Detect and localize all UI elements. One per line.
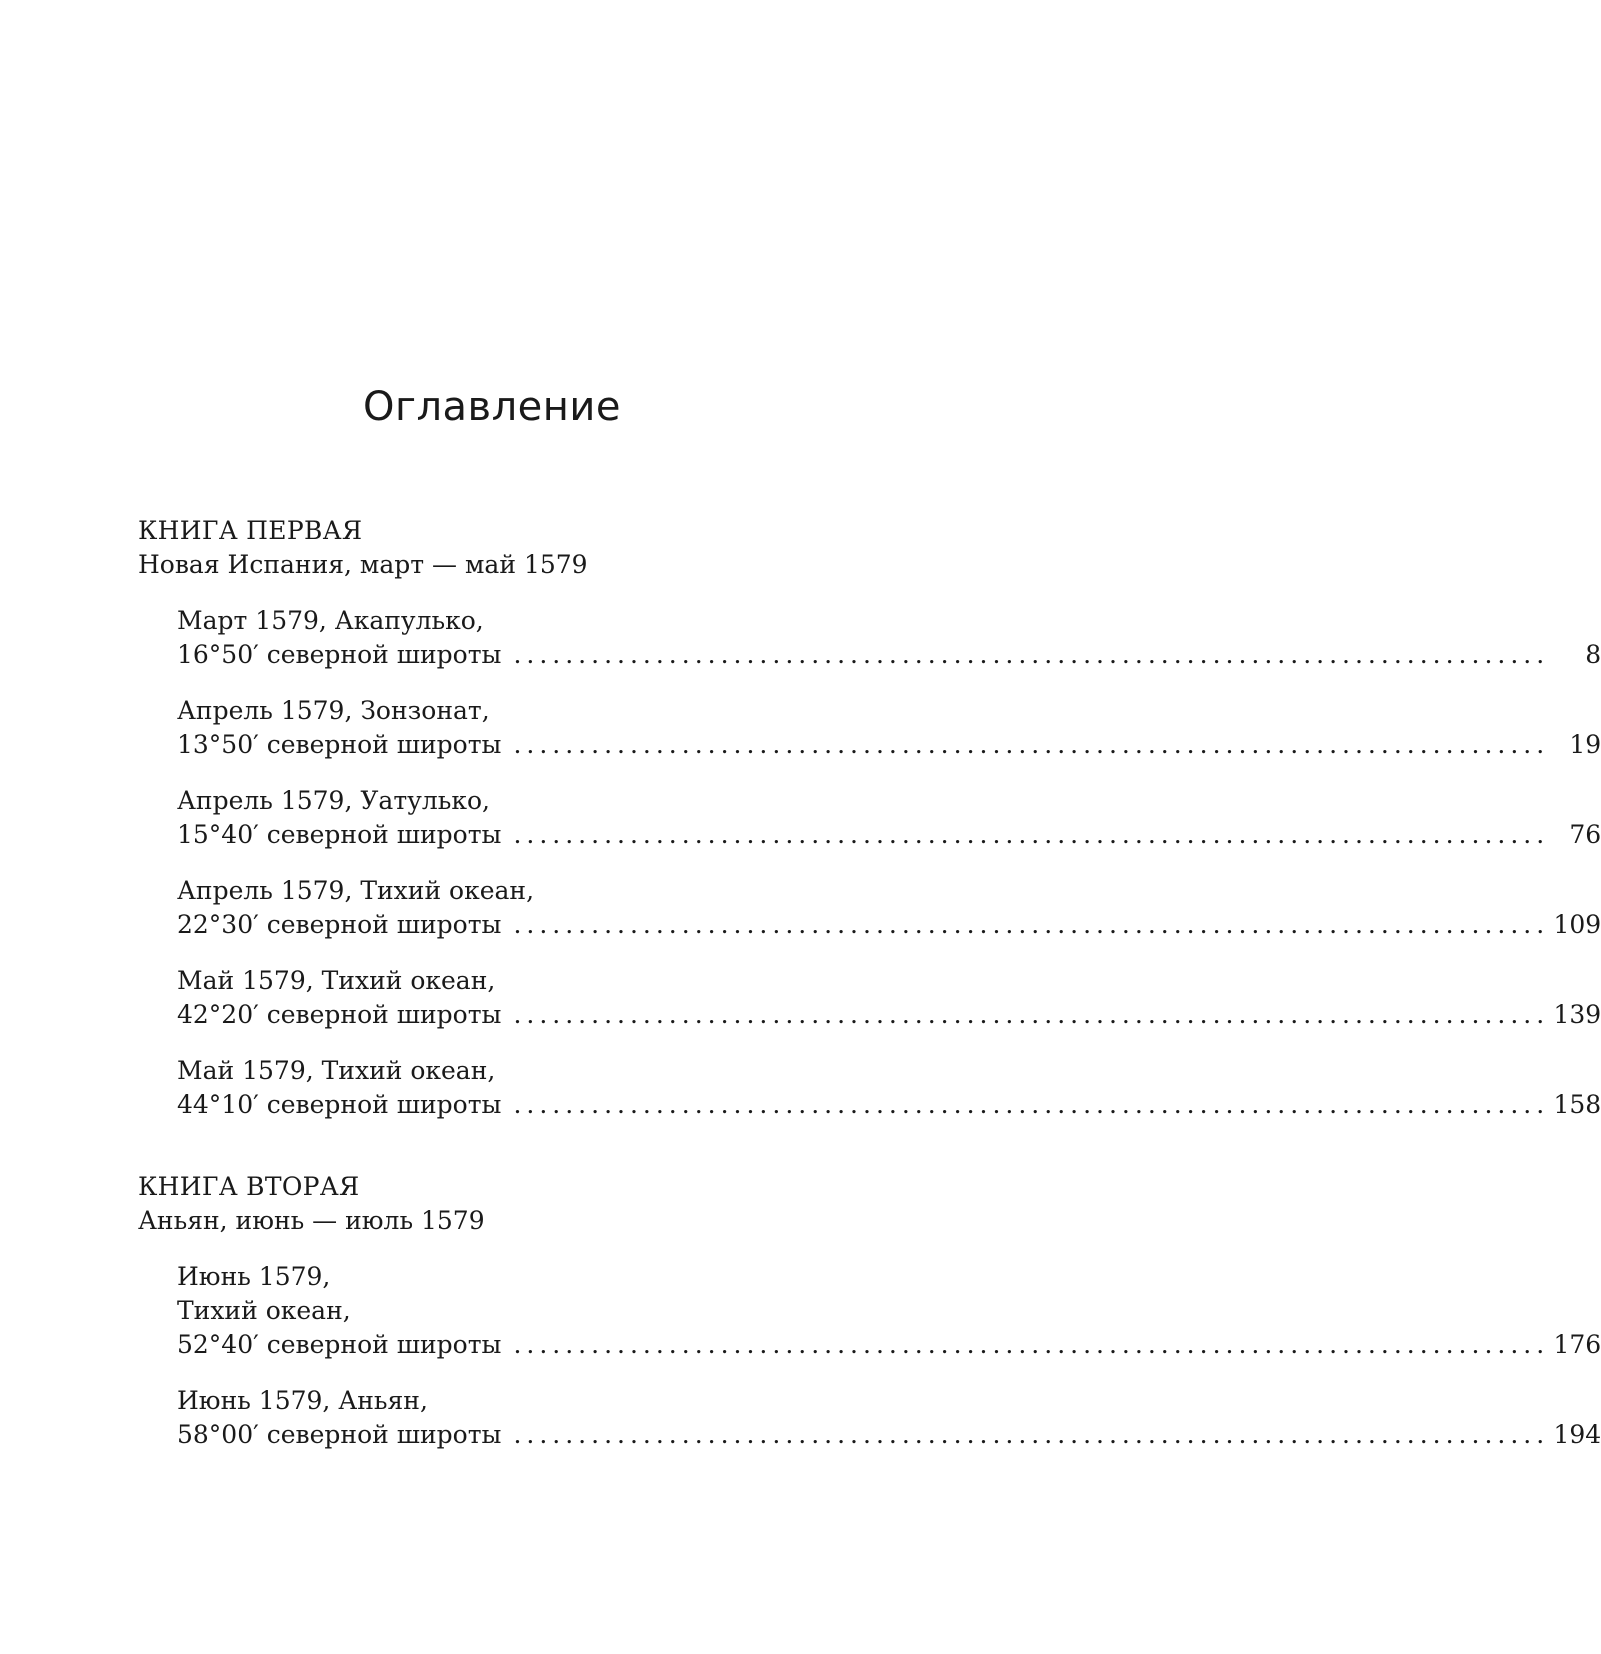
entry-page-number: 176 bbox=[1553, 1330, 1601, 1359]
entry-coordinates: 15°40′ северной широты bbox=[177, 820, 502, 849]
book-subtitle: Аньян, июнь — июль 1579 bbox=[138, 1206, 485, 1235]
entry-page-number: 194 bbox=[1553, 1420, 1601, 1449]
entry-coordinates: 22°30′ северной широты bbox=[177, 910, 502, 939]
entry-coordinates: 58°00′ северной широты bbox=[177, 1420, 502, 1449]
dot-leader: ................................................................................ bbox=[513, 1090, 1550, 1119]
dot-leader: ................................................................................ bbox=[513, 1330, 1550, 1359]
toc-entry[interactable] bbox=[177, 784, 1601, 852]
entry-title-continued: Тихий океан, bbox=[177, 1296, 351, 1325]
entry-coordinates: 16°50′ северной широты bbox=[177, 640, 502, 669]
page-title: Оглавление bbox=[362, 384, 622, 430]
dot-leader: ................................................................................ bbox=[513, 1420, 1550, 1449]
entry-title: Апрель 1579, Зонзонат, bbox=[177, 696, 490, 725]
toc-entry[interactable] bbox=[177, 874, 1601, 942]
entry-title: Апрель 1579, Тихий океан, bbox=[177, 876, 535, 905]
book-heading: КНИГА ВТОРАЯ bbox=[138, 1172, 360, 1201]
toc-entry[interactable] bbox=[177, 964, 1601, 1032]
book-section-1 bbox=[138, 514, 1601, 1122]
book-subtitle: Новая Испания, март — май 1579 bbox=[138, 550, 588, 579]
entry-title: Май 1579, Тихий океан, bbox=[177, 966, 496, 995]
dot-leader: ................................................................................ bbox=[513, 640, 1550, 669]
entry-page-number: 8 bbox=[1585, 640, 1601, 669]
entry-coordinates: 52°40′ северной широты bbox=[177, 1330, 502, 1359]
entry-title: Апрель 1579, Уатулько, bbox=[177, 786, 490, 815]
toc-entry[interactable] bbox=[177, 694, 1601, 762]
toc-entry[interactable] bbox=[177, 604, 1601, 672]
entry-title: Май 1579, Тихий океан, bbox=[177, 1056, 496, 1085]
toc-entry[interactable] bbox=[177, 1384, 1601, 1452]
toc-entry[interactable] bbox=[177, 1054, 1601, 1122]
entry-page-number: 109 bbox=[1553, 910, 1601, 939]
book-section-2 bbox=[138, 1170, 1601, 1452]
entry-title: Март 1579, Акапулько, bbox=[177, 606, 484, 635]
entry-title: Июнь 1579, Аньян, bbox=[177, 1386, 428, 1415]
entry-coordinates: 44°10′ северной широты bbox=[177, 1090, 502, 1119]
dot-leader: ................................................................................ bbox=[513, 910, 1550, 939]
entry-page-number: 139 bbox=[1553, 1000, 1601, 1029]
entry-page-number: 76 bbox=[1569, 820, 1601, 849]
entry-page-number: 158 bbox=[1553, 1090, 1601, 1119]
toc-entry[interactable] bbox=[177, 1260, 1601, 1362]
book-heading: КНИГА ПЕРВАЯ bbox=[138, 516, 363, 545]
table-of-contents bbox=[138, 514, 1601, 1500]
entry-page-number: 19 bbox=[1569, 730, 1601, 759]
entry-coordinates: 42°20′ северной широты bbox=[177, 1000, 502, 1029]
entry-coordinates: 13°50′ северной широты bbox=[177, 730, 502, 759]
dot-leader: ................................................................................ bbox=[513, 820, 1550, 849]
entry-title: Июнь 1579, bbox=[177, 1262, 331, 1291]
dot-leader: ................................................................................ bbox=[513, 730, 1550, 759]
dot-leader: ................................................................................ bbox=[513, 1000, 1550, 1029]
